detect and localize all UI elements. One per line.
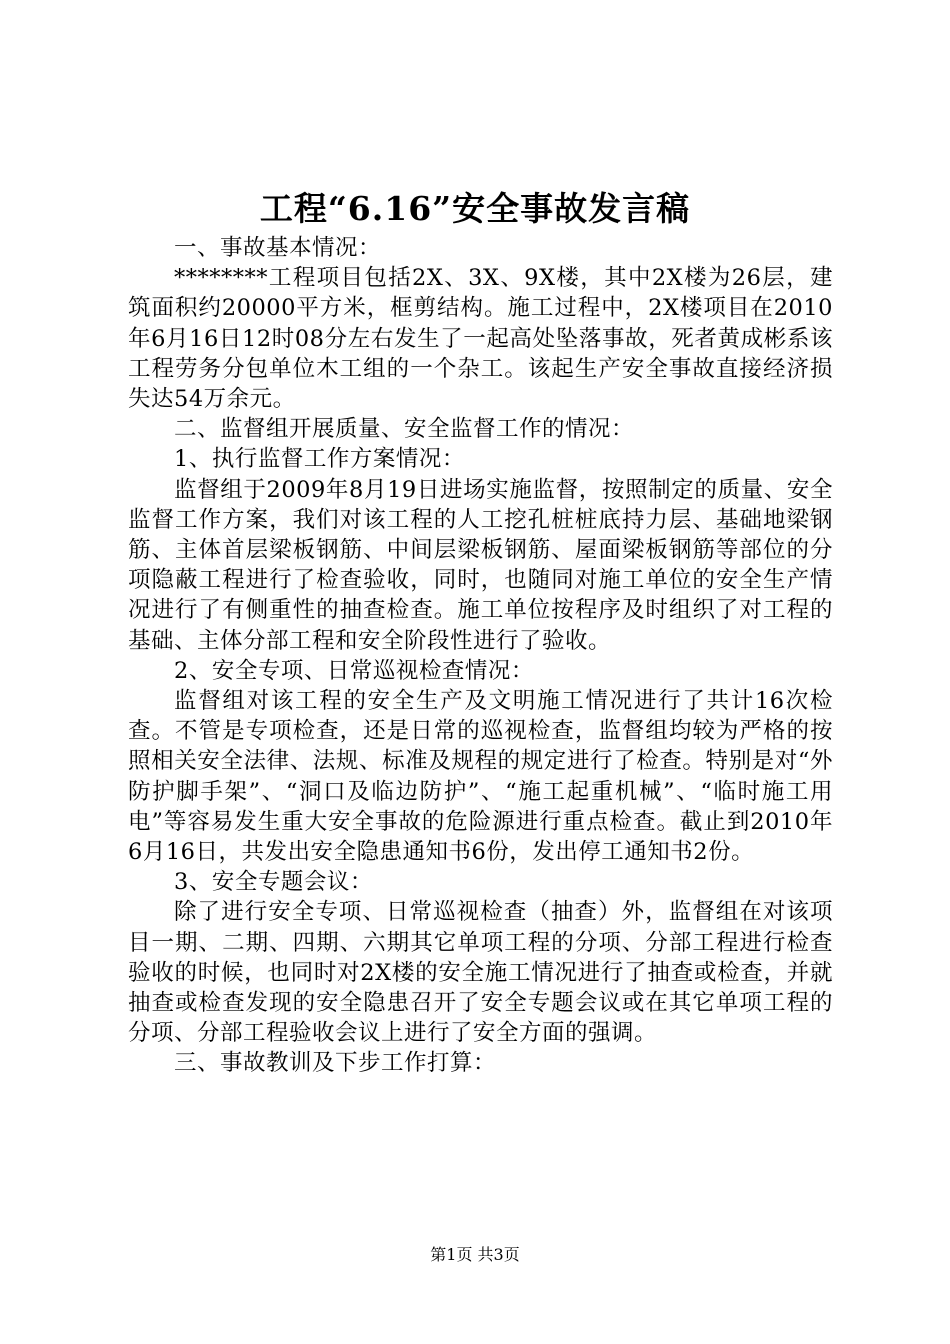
paragraph-supervision-plan: 监督组于2009年8月19日进场实施监督，按照制定的质量、安全监督工作方案，我们对该工程的人工挖孔桩桩底持力层、基础地梁钢筋、主体首层梁板钢筋、中间层梁板钢筋、屋面梁板钢筋等部位的分项隐蔽工程进行了检查验收，同时，也随同对施工单位的安全生产情况进行了有侧重性的抽查检查。施工单位按程序及时组织了对工程的基础、主体分部工程和安全阶段性进行了验收。 bbox=[128, 476, 833, 654]
paragraph-safety-meetings: 除了进行安全专项、日常巡视检查（抽查）外，监督组在对该项目一期、二期、四期、六期其它单项工程的分项、分部工程进行检查验收的时候，也同时对2X楼的安全施工情况进行了抽查或检查，并就抽查或检查发现的安全隐患召开了安全专题会议或在其它单项工程的分项、分部工程验收会议上进行了安全方面的强调。 bbox=[128, 899, 833, 1047]
section-heading-1: 一、事故基本情况： bbox=[174, 235, 382, 261]
subsection-heading-1: 1、执行监督工作方案情况： bbox=[174, 446, 465, 473]
subsection-heading-3: 3、安全专题会议： bbox=[174, 869, 373, 896]
document-body bbox=[128, 233, 833, 1079]
section-heading-3: 三、事故教训及下步工作打算： bbox=[174, 1050, 497, 1077]
subsection-heading-2: 2、安全专项、日常巡视检查情况： bbox=[174, 657, 534, 684]
paragraph-inspections: 监督组对该工程的安全生产及文明施工情况进行了共计16次检查。不管是专项检查，还是日常的巡视检查，监督组均较为严格的按照相关安全法律、法规、标准及规程的规定进行了检查。特别是对“外防护脚手架”、“洞口及临边防护”、“施工起重机械”、“临时施工用电”等容易发生重大安全事故的危险源进行重点检查。截止到2010年6月16日，共发出安全隐患通知书6份，发出停工通知书2份。 bbox=[128, 688, 833, 866]
page-footer: 第1页 共3页 bbox=[430, 1245, 520, 1264]
paragraph-accident-overview: ********工程项目包括2X、3X、9X楼，其中2X楼为26层，建筑面积约20000平方米，框剪结构。施工过程中，2X楼项目在2010年6月16日12时08分左右发生了一起高处坠落事故，死者黄成彬系该工程劳务分包单位木工组的一个杂工。该起生产安全事故直接经济损失达54万余元。 bbox=[128, 265, 833, 413]
document-title: 工程“6.16”安全事故发言稿 bbox=[259, 189, 691, 228]
section-heading-2: 二、监督组开展质量、安全监督工作的情况： bbox=[174, 416, 635, 443]
